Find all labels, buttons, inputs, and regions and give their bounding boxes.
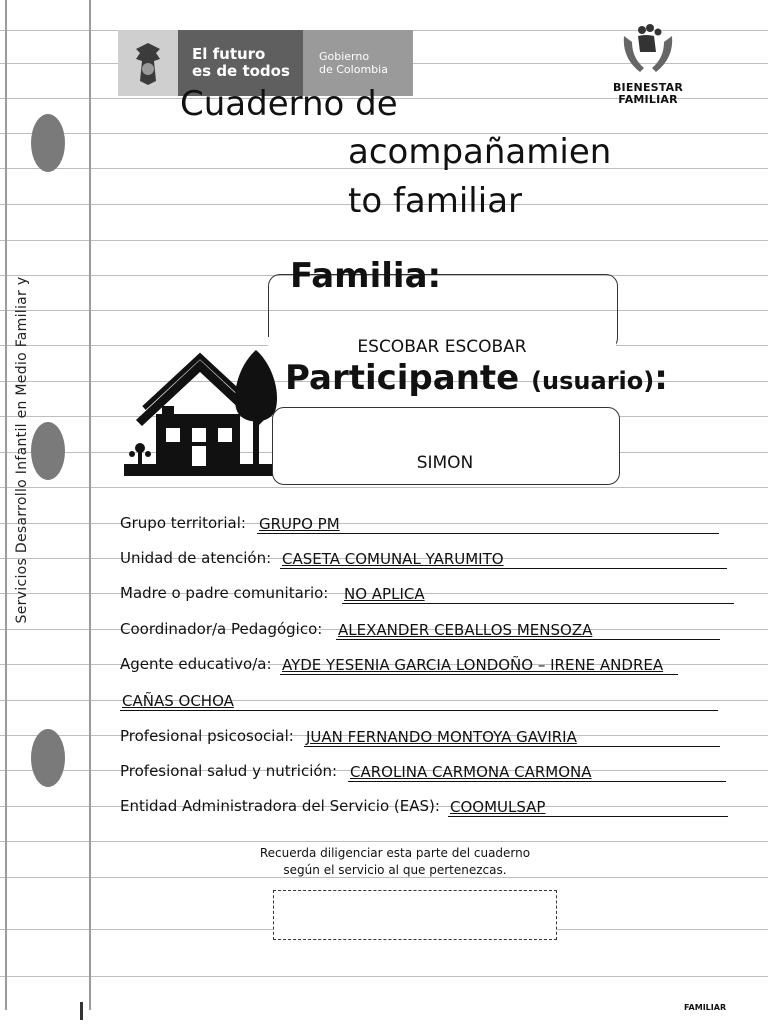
- gov-logo-line4: de Colombia: [319, 63, 388, 76]
- house-tree-icon: [122, 350, 282, 480]
- field-value[interactable]: JUAN FERNANDO MONTOYA GAVIRIA: [304, 728, 720, 747]
- field-row: [120, 797, 720, 819]
- service-stamp-box[interactable]: [273, 890, 557, 940]
- ruled-line: [0, 240, 768, 241]
- field-value[interactable]: CASETA COMUNAL YARUMITO: [280, 550, 727, 569]
- binder-hole: [31, 114, 65, 172]
- participante-value[interactable]: SIMON: [416, 453, 474, 473]
- field-label: Profesional salud y nutrición:: [120, 762, 338, 780]
- ruled-line: [0, 487, 768, 488]
- field-value[interactable]: GRUPO PM: [257, 515, 719, 534]
- participante-box: [272, 407, 620, 485]
- gov-logo-line3: Gobierno: [319, 50, 370, 63]
- title-line2: acompañamien: [348, 132, 612, 172]
- binder-hole: [31, 729, 65, 787]
- field-label: Entidad Administradora del Servicio (EAS):: [120, 797, 440, 815]
- gov-logo-line2: es de todos: [192, 62, 290, 80]
- field-row: [120, 514, 720, 536]
- field-row: [120, 584, 720, 606]
- binder-hole: [31, 422, 65, 480]
- family-hands-icon: [618, 22, 678, 78]
- bottom-margin-mark: [80, 1002, 83, 1020]
- left-edge-line: [5, 0, 7, 1010]
- field-value[interactable]: CAÑAS OCHOA: [120, 692, 718, 711]
- bienestar-familiar-logo: [608, 22, 688, 106]
- bienestar-logo-line1: BIENESTAR: [612, 81, 684, 94]
- participante-label-main: Participante: [285, 358, 520, 398]
- field-value[interactable]: AYDE YESENIA GARCIA LONDOÑO – IRENE ANDREA: [280, 656, 678, 675]
- field-row: [120, 549, 720, 571]
- sidebar-vertical-text: Servicios Desarrollo Infantil en Medio Familiar y: [14, 276, 30, 624]
- note-line1: Recuerda diligenciar esta parte del cuaderno: [259, 846, 531, 860]
- field-label: Profesional psicosocial:: [120, 727, 294, 745]
- field-label: Coordinador/a Pedagógico:: [120, 620, 323, 638]
- margin-line: [89, 0, 91, 1010]
- familia-value[interactable]: ESCOBAR ESCOBAR: [268, 337, 616, 357]
- footer-logo: FAMILIAR: [684, 1003, 727, 1012]
- field-row: [120, 762, 720, 784]
- field-row: [120, 620, 720, 642]
- title-line1: Cuaderno de: [180, 84, 398, 124]
- title-line3: to familiar: [348, 181, 523, 221]
- field-value[interactable]: CAROLINA CARMONA CARMONA: [348, 763, 726, 782]
- field-label: Grupo territorial:: [120, 514, 246, 532]
- field-row: [120, 655, 720, 677]
- field-row: [120, 691, 720, 713]
- field-value[interactable]: COOMULSAP: [448, 798, 728, 817]
- note-line2: según el servicio al que pertenezcas.: [283, 863, 507, 877]
- field-label: Agente educativo/a:: [120, 655, 272, 673]
- participante-label-small: (usuario): [531, 367, 655, 395]
- instruction-note: [240, 845, 550, 879]
- field-value[interactable]: NO APLICA: [342, 585, 734, 604]
- colombia-shield-icon: [118, 30, 178, 96]
- ruled-line: [0, 976, 768, 977]
- field-value[interactable]: ALEXANDER CEBALLOS MENSOZA: [336, 621, 720, 640]
- participante-label-colon: :: [654, 358, 668, 398]
- ruled-line: [0, 841, 768, 842]
- participante-label: [285, 358, 668, 398]
- field-row: [120, 727, 720, 749]
- field-label: Madre o padre comunitario:: [120, 584, 329, 602]
- field-label: Unidad de atención:: [120, 549, 272, 567]
- bienestar-logo-line2: FAMILIAR: [618, 93, 678, 106]
- gov-logo-line1: El futuro: [192, 45, 266, 63]
- familia-label: Familia:: [290, 256, 442, 296]
